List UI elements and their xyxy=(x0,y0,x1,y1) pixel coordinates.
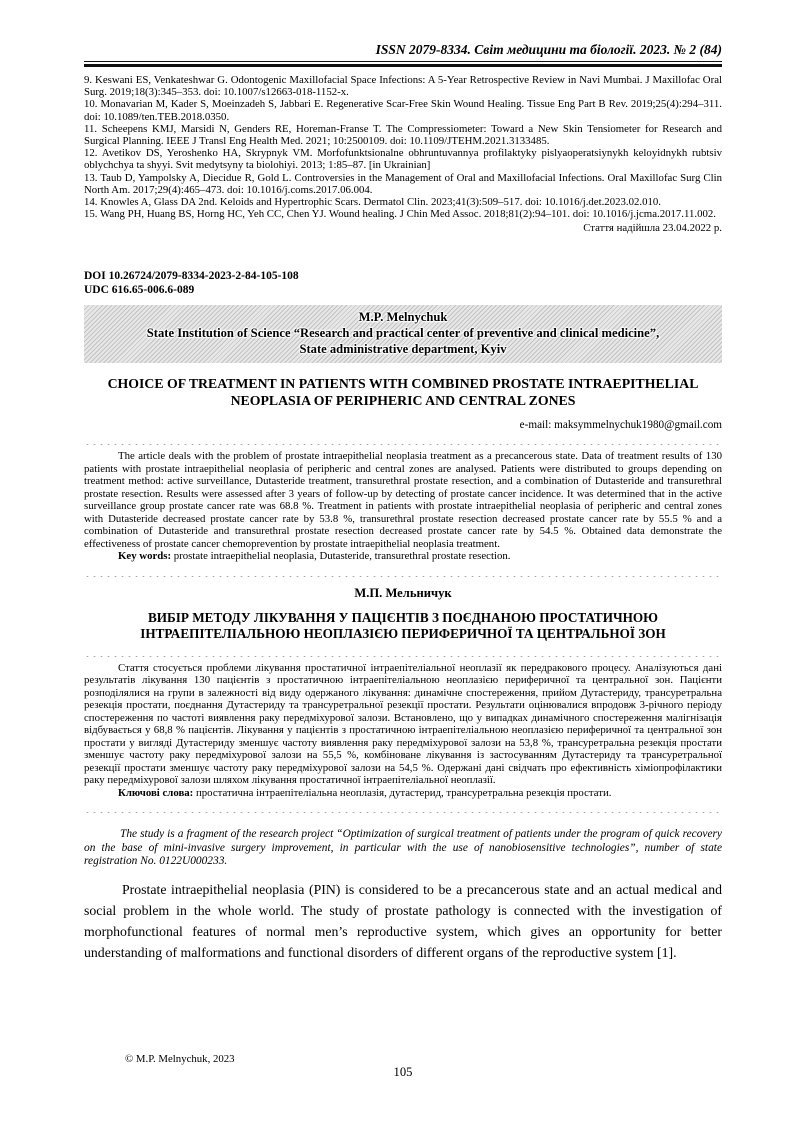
keywords-en-text: prostate intraepithelial neoplasia, Dutasteride, transurethral prostate resection. xyxy=(171,550,511,563)
references-list xyxy=(84,74,722,220)
journal-issue-header: ISSN 2079-8334. Світ медицини та біології. 2023. № 2 (84) xyxy=(375,42,722,57)
body-paragraph: Prostate intraepithelial neoplasia (PIN) is considered to be a precancerous state and an actual medical and social problem in the whole world. The study of prostate pathology is connected with the investigation of morphofunctional features of normal men’s reproductive system, which gives an opportunity for better understanding of malformations and functional disorders of different organs of the reproductive system [1]. xyxy=(84,882,722,960)
reference-item: 9. Keswani ES, Venkateshwar G. Odontogenic Maxillofacial Space Infections: A 5-Year Retrospective Review in Navi Mumbai. J Maxillofac Oral Surg. 2019;18(3):345–353. doi: 10.1007/s12663-018-1152-x. xyxy=(84,74,722,99)
author-affiliation-box xyxy=(84,305,722,363)
received-date: Стаття надійшла 23.04.2022 р. xyxy=(583,222,722,235)
author-name-en: M.P. Melnychuk xyxy=(358,310,448,325)
zigzag-divider xyxy=(84,806,722,813)
author-email: e-mail: maksymmelnychuk1980@gmail.com xyxy=(519,419,722,432)
doi-udc-block xyxy=(84,269,722,297)
affiliation-line-1: State Institution of Science “Research and practical center of preventive and clinical medicine”, xyxy=(146,326,660,341)
doi-line: DOI 10.26724/2079-8334-2023-2-84-105-108 xyxy=(84,270,299,283)
keywords-en xyxy=(84,550,722,563)
reference-item: 14. Knowles A, Glass DA 2nd. Keloids and Hypertrophic Scars. Dermatol Clin. 2023;41(3):509–517. doi: 10.1016/j.det.2023.02.010. xyxy=(84,196,661,209)
abstract-ua xyxy=(84,662,722,800)
author-name-ua: М.П. Мельничук xyxy=(354,585,452,600)
reference-item: 11. Scheepens KMJ, Marsidi N, Genders RE, Horeman-Franse T. The Compressiometer: Toward a New Skin Tensiometer for Research and Surgical Planning. IEEE J Transl Eng Health Med. 2021; 10:2500109. doi: 10.1109/JTEHM.2021.3133485. xyxy=(84,122,722,148)
copyright-line: © M.P. Melnychuk, 2023 xyxy=(125,1053,235,1065)
affiliation-line-2: State administrative department, Kyiv xyxy=(299,341,507,356)
page-number: 105 xyxy=(393,1065,413,1079)
abstract-en xyxy=(84,450,722,563)
keywords-en-label: Key words: xyxy=(118,550,172,563)
keywords-ua-text: простатична інтраепітеліальна неоплазія, дутастерид, трансуретральна резекція простати. xyxy=(193,786,612,799)
abstract-ua-text: Стаття стосується проблеми лікування простатичної інтраепітеліальної неоплазії як передракового процесу. Аналізуються дані результатів лікування 130 пацієнтів з простатичною інтраепітеліальною неоплазією периферичної та центральної зон. Пацієнти розподілялися на групи в залежності від виду одержаного лікування: динамічне спостереження, прийом Дутастериду, трансуретральна резекція простати, поєднання Дутастериду та трансуретральної резекції простати. Результати оцінювалися впродовж 3-річного періоду спостереження по частоті виявлення раку передміхурової залози. Встановлено, що у випадках динамічного спостереження малігнізація відбувається у 68,8 % пацієнтів. Лікування у пацієнтів з простатичною інтраепітеліальною неоплазією периферичної та центральної зон простати у вигляді Дутастериду зменшує частоту виявлення раку передміхурової залози на 53,8 %, трансуретральна резекція простати зменшує частоту раку передміхурової залози на 55,5 %, комбіноване лікування із застосуванням Дутастериду та трансуретральної резекції простати зменшує частоту раку передміхурової залози на 54,5 %. Одержані дані свідчать про ефективність хіміопрофілактики раку передміхурової залози шляхом лікування простатичної інтраепітеліальної неоплазії. xyxy=(84,661,722,787)
reference-item: 13. Taub D, Yampolsky A, Diecidue R, Gold L. Controversies in the Management of Oral and Maxillofacial Infections. Oral Maxillofac Surg Clin North Am. 2017;29(4):465–473. doi: 10.1016/j.coms.2017.06.004. xyxy=(84,171,722,196)
abstract-en-text: The article deals with the problem of prostate intraepithelial neoplasia treatment as a precancerous state. Data of treatment results of 130 patients with prostate intraepithelial neoplasia of peripheric and central zones are analysed. Patients were distributed to groups depending on treatment method: active surveillance, Dutasteride treatment, transurethral prostate resection, and a combination of Dutasteride and transurethral prostate resection. Results were assessed after 3 years of follow-up by detecting of prostate cancer incidence. It was determined that in the active surveillance group prostate cancer rate was 68.8 %. Treatment in patients with prostate intraepithelial neoplasia of peripheric and central zones with Dutasteride decreased prostate cancer rate by 53.8 %, transurethral prostate resection decreased prostate cancer rate by 55.5 % and a combination of Dutasteride and transurethral prostate resection decreased prostate cancer rate by 54.5 %. Obtained data demonstrate the effectiveness of prostate cancer chemoprevention by prostate intraepithelial neoplasia treatment. xyxy=(84,450,722,550)
reference-item: 10. Monavarian M, Kader S, Moeinzadeh S, Jabbari E. Regenerative Scar-Free Skin Wound Healing. Tissue Eng Part B Rev. 2019;25(4):294–311. doi: 10.1089/ten.TEB.2018.0350. xyxy=(84,98,722,123)
reference-item: 12. Avetikov DS, Yeroshenko HA, Skrypnyk VM. Morfofunktsionalne obhruntuvannya profilaktyky pislyaoperatsiynykh keloyidnykh rubtsiv oblychchya ta shyyi. Svit medytsyny ta biolohiyi. 2013; 1:85–87. [in Ukrainian] xyxy=(84,147,722,172)
reference-item: 15. Wang PH, Huang BS, Horng HC, Yeh CC, Chen YJ. Wound healing. J Chin Med Assoc. 2018;81(2):94–101. doi: 10.1016/j.jcma.2017.11.002. xyxy=(84,208,716,221)
udc-line: UDC 616.65-006.6-089 xyxy=(84,284,195,297)
zigzag-divider xyxy=(84,650,722,657)
keywords-ua xyxy=(84,787,722,800)
page-content xyxy=(84,0,722,963)
zigzag-divider xyxy=(84,438,722,445)
research-fragment-note: The study is a fragment of the research project “Optimization of surgical treatment of patients under the program of quick recovery on the base of mini-invasive surgery improvement, in particular with the use of nanobiosensitive technologies”, number of state registration No. 0122U000233. xyxy=(84,828,722,868)
zigzag-divider xyxy=(84,570,722,577)
keywords-ua-label: Ключові слова: xyxy=(118,786,194,799)
header-double-rule xyxy=(84,61,722,67)
article-title-en: CHOICE OF TREATMENT IN PATIENTS WITH COMBINED PROSTATE INTRAEPITHELIAL NEOPLASIA OF PERIPHERIC AND CENTRAL ZONES xyxy=(107,376,699,408)
article-title-ua: ВИБІР МЕТОДУ ЛІКУВАННЯ У ПАЦІЄНТІВ З ПОЄДНАНОЮ ПРОСТАТИЧНОЮ ІНТРАЕПІТЕЛІАЛЬНОЮ НЕОПЛАЗІЄЮ ПЕРИФЕРИЧНОЇ ТА ЦЕНТРАЛЬНОЇ ЗОН xyxy=(140,609,666,642)
